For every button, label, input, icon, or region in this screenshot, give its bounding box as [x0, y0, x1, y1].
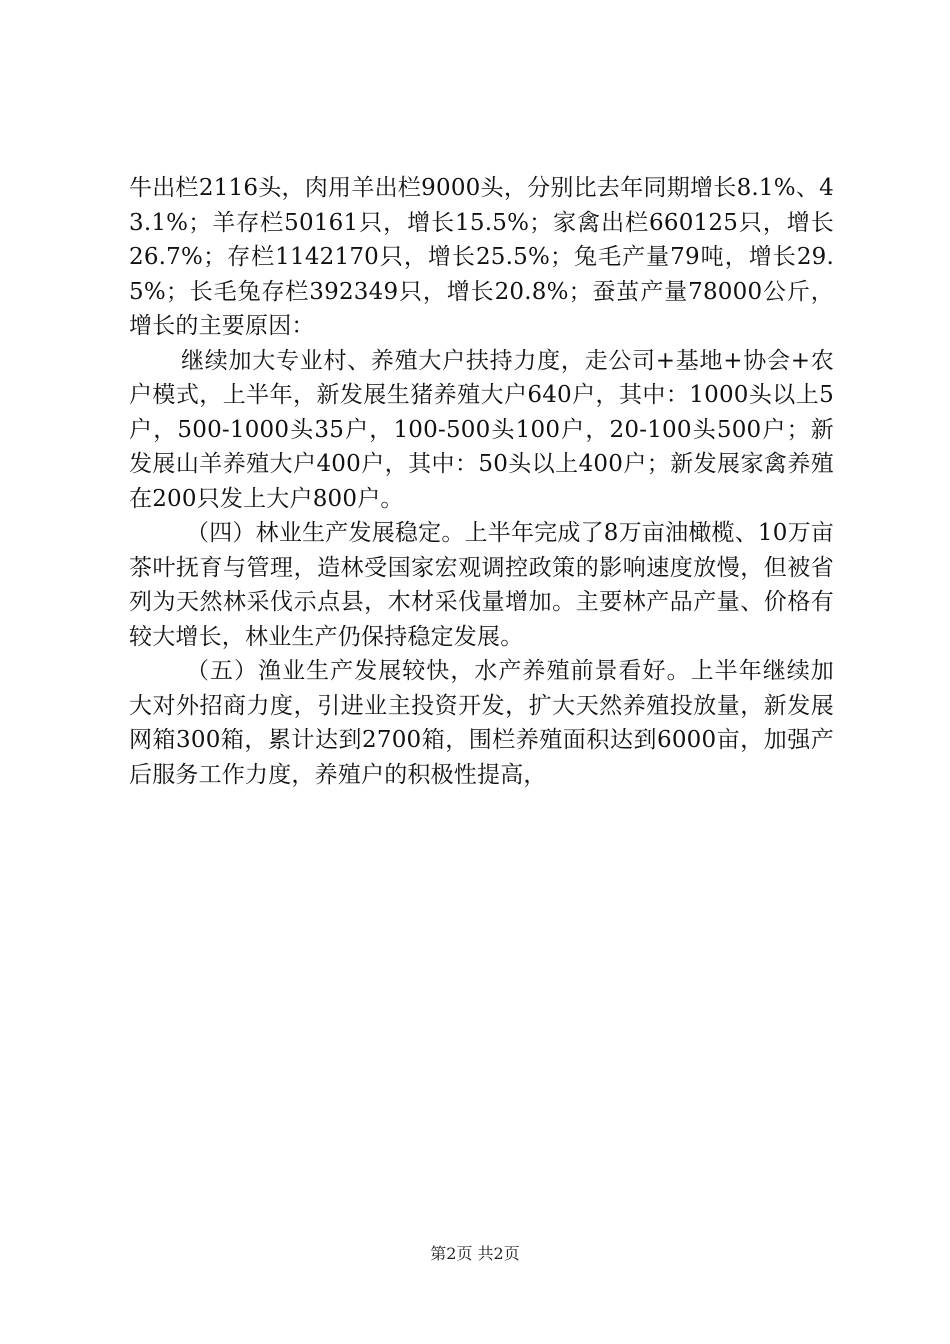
page-footer: [0, 1243, 950, 1265]
paragraph-fishery: （五）渔业生产发展较快，水产养殖前景看好。上半年继续加大对外招商力度，引进业主投资开发，扩大天然养殖投放量，新发展网箱300箱，累计达到2700箱，围栏养殖面积达到6000亩，加强产后服务工作力度，养殖户的积极性提高，: [129, 658, 834, 788]
document-body: [129, 171, 834, 792]
paragraph-forestry: （四）林业生产发展稳定。上半年完成了8万亩油橄榄、10万亩茶叶抚育与管理，造林受国家宏观调控政策的影响速度放慢，但被省列为天然林采伐示点县，木材采伐量增加。主要林产品产量、价格有较大增长，林业生产仍保持稳定发展。: [129, 520, 834, 650]
page-number-label: 第2页 共2页: [430, 1244, 520, 1263]
paragraph-breeding-support: 继续加大专业村、养殖大户扶持力度，走公司+基地+协会+农户模式，上半年，新发展生猪养殖大户640户，其中：1000头以上5户，500-1000头35户，100-500头100户，20-100头500户；新发展山羊养殖大户400户，其中：50头以上400户；新发展家禽养殖在200只发上大户800户。: [129, 347, 834, 512]
paragraph-livestock-statistics: 牛出栏2116头，肉用羊出栏9000头，分别比去年同期增长8.1%、43.1%；羊存栏50161只，增长15.5%；家禽出栏660125只，增长26.7%；存栏1142170只，增长25.5%；兔毛产量79吨，增长29.5%；长毛兔存栏392349只，增长20.8%；蚕茧产量78000公斤，增长的主要原因：: [129, 175, 834, 339]
